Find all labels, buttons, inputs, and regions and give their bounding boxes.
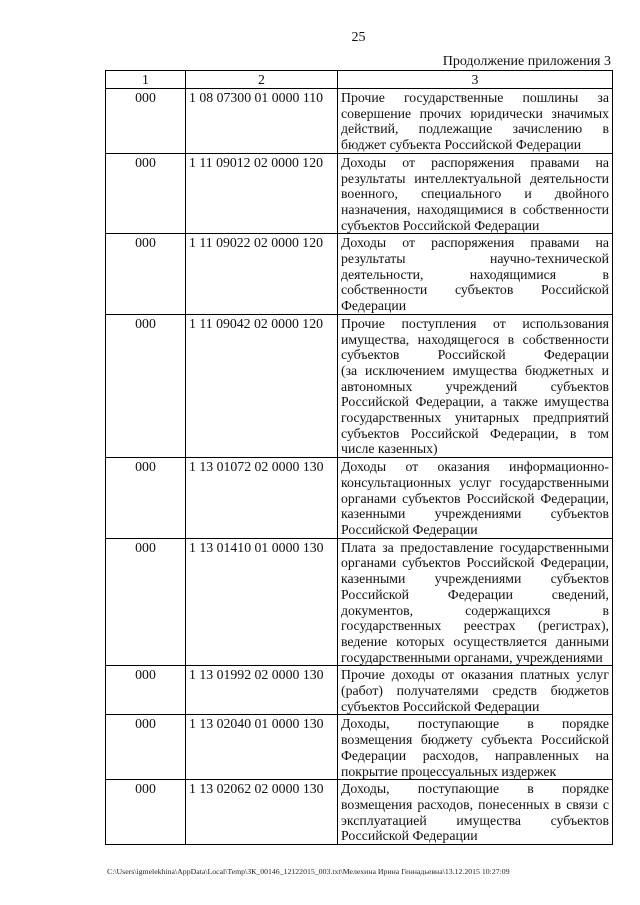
description-line: Прочие поступления от использования bbox=[341, 315, 609, 331]
header-cell-2: 2 bbox=[186, 71, 338, 89]
description-line: Доходы от распоряжения правами на bbox=[341, 235, 609, 251]
description-line: Российской Федерации, а также имущества bbox=[341, 394, 609, 410]
table-row bbox=[106, 666, 613, 715]
description-line: документов, содержащихся в bbox=[341, 602, 609, 618]
description-cell bbox=[338, 715, 613, 780]
description-cell bbox=[338, 234, 613, 315]
description-line: бюджет субъекта Российской Федерации bbox=[341, 137, 582, 153]
header-cell-3: 3 bbox=[338, 71, 613, 89]
description-line: деятельности, находящимися в bbox=[341, 266, 609, 282]
table-row bbox=[106, 715, 613, 780]
admin-code-cell: 000 bbox=[106, 538, 186, 666]
description-line: результаты интеллектуальной деятельности bbox=[341, 170, 609, 186]
description-line: Прочие доходы от оказания платных услуг bbox=[341, 667, 609, 683]
revenue-code-cell: 1 13 01072 02 0000 130 bbox=[186, 458, 338, 539]
admin-code-cell: 000 bbox=[106, 314, 186, 457]
description-line: военного, специального и двойного bbox=[341, 186, 609, 202]
description-cell bbox=[338, 153, 613, 234]
table-row bbox=[106, 153, 613, 234]
description-line: Российской Федерации bbox=[341, 521, 478, 537]
admin-code-cell: 000 bbox=[106, 234, 186, 315]
description-cell bbox=[338, 780, 613, 845]
description-line: консультационных услуг государственными bbox=[341, 474, 609, 490]
description-line: действий, подлежащие зачислению в bbox=[341, 121, 609, 137]
description-line: (за исключением имущества бюджетных и bbox=[341, 362, 609, 378]
description-line: автономных учреждений субъектов bbox=[341, 378, 609, 394]
table-row bbox=[106, 538, 613, 666]
description-line: государственными органами, учреждениями bbox=[341, 649, 603, 665]
description-line: эксплуатацией имущества субъектов bbox=[341, 812, 609, 828]
description-cell bbox=[338, 314, 613, 457]
description-line: субъектов Российской Федерации bbox=[341, 347, 609, 363]
description-line: субъектов Российской Федерации bbox=[341, 698, 540, 714]
table-row bbox=[106, 234, 613, 315]
description-line: органами субъектов Российской Федерации, bbox=[341, 555, 609, 571]
description-line: субъектов Российской Федерации, в том bbox=[341, 425, 609, 441]
footer-file-path: C:\Users\igmelekhina\AppData\Local\Temp\ЗК_00146_12122015_003.txt\Мелехина Ирина Геннадьевна\13.12.2015 10:27:09 bbox=[107, 867, 510, 876]
page-number: 25 bbox=[351, 30, 366, 45]
description-line: собственности субъектов Российской bbox=[341, 282, 609, 298]
description-line: Плата за предоставление государственными bbox=[341, 539, 609, 555]
admin-code-cell: 000 bbox=[106, 666, 186, 715]
description-line: государственных унитарных предприятий bbox=[341, 410, 609, 426]
revenue-code-cell: 1 11 09022 02 0000 120 bbox=[186, 234, 338, 315]
revenue-code-cell: 1 13 02062 02 0000 130 bbox=[186, 780, 338, 845]
description-line: казенными учреждениями субъектов bbox=[341, 506, 609, 522]
description-line: возмещения расходов, понесенных в связи с bbox=[341, 796, 609, 812]
admin-code-cell: 000 bbox=[106, 89, 186, 154]
admin-code-cell: 000 bbox=[106, 715, 186, 780]
description-cell bbox=[338, 89, 613, 154]
description-cell bbox=[338, 458, 613, 539]
revenue-code-cell: 1 13 02040 01 0000 130 bbox=[186, 715, 338, 780]
revenue-code-cell: 1 11 09012 02 0000 120 bbox=[186, 153, 338, 234]
admin-code-cell: 000 bbox=[106, 780, 186, 845]
description-line: Федерации расходов, направленных на bbox=[341, 747, 609, 763]
description-line: Федерации bbox=[341, 298, 407, 314]
table-row bbox=[106, 780, 613, 845]
description-cell bbox=[338, 666, 613, 715]
description-line: субъектов Российской Федерации bbox=[341, 217, 540, 233]
description-line: (работ) получателями средств бюджетов bbox=[341, 683, 609, 699]
description-line: Доходы, поступающие в порядке bbox=[341, 781, 609, 797]
appendix-table bbox=[105, 70, 613, 845]
continuation-caption: Продолжение приложения 3 bbox=[442, 54, 611, 69]
description-line: органами субъектов Российской Федерации, bbox=[341, 490, 609, 506]
description-line: казенными учреждениями субъектов bbox=[341, 571, 609, 587]
description-line: государственных реестрах (регистрах), bbox=[341, 618, 609, 634]
description-line: имущества, находящегося в собственности bbox=[341, 331, 609, 347]
description-line: Доходы, поступающие в порядке bbox=[341, 716, 609, 732]
revenue-code-cell: 1 08 07300 01 0000 110 bbox=[186, 89, 338, 154]
description-line: Доходы от распоряжения правами на bbox=[341, 154, 609, 170]
description-line: Доходы от оказания информационно- bbox=[341, 459, 609, 475]
table-header-row bbox=[106, 71, 613, 89]
table-row bbox=[106, 314, 613, 457]
description-cell bbox=[338, 538, 613, 666]
description-line: назначения, находящимися в собственности bbox=[341, 201, 609, 217]
table-row bbox=[106, 89, 613, 154]
description-line: возмещения бюджету субъекта Российской bbox=[341, 732, 609, 748]
admin-code-cell: 000 bbox=[106, 458, 186, 539]
description-line: покрытие процессуальных издержек bbox=[341, 763, 557, 779]
description-line: результаты научно-технической bbox=[341, 251, 609, 267]
description-line: ведение которых осуществляется данными bbox=[341, 633, 609, 649]
admin-code-cell: 000 bbox=[106, 153, 186, 234]
description-line: Российской Федерации сведений, bbox=[341, 586, 609, 602]
revenue-code-cell: 1 11 09042 02 0000 120 bbox=[186, 314, 338, 457]
description-line: совершение прочих юридически значимых bbox=[341, 105, 609, 121]
header-cell-1: 1 bbox=[106, 71, 186, 89]
revenue-code-cell: 1 13 01410 01 0000 130 bbox=[186, 538, 338, 666]
description-line: числе казенных) bbox=[341, 441, 438, 457]
table-row bbox=[106, 458, 613, 539]
revenue-code-cell: 1 13 01992 02 0000 130 bbox=[186, 666, 338, 715]
description-line: Российской Федерации bbox=[341, 828, 478, 844]
description-line: Прочие государственные пошлины за bbox=[341, 90, 609, 105]
